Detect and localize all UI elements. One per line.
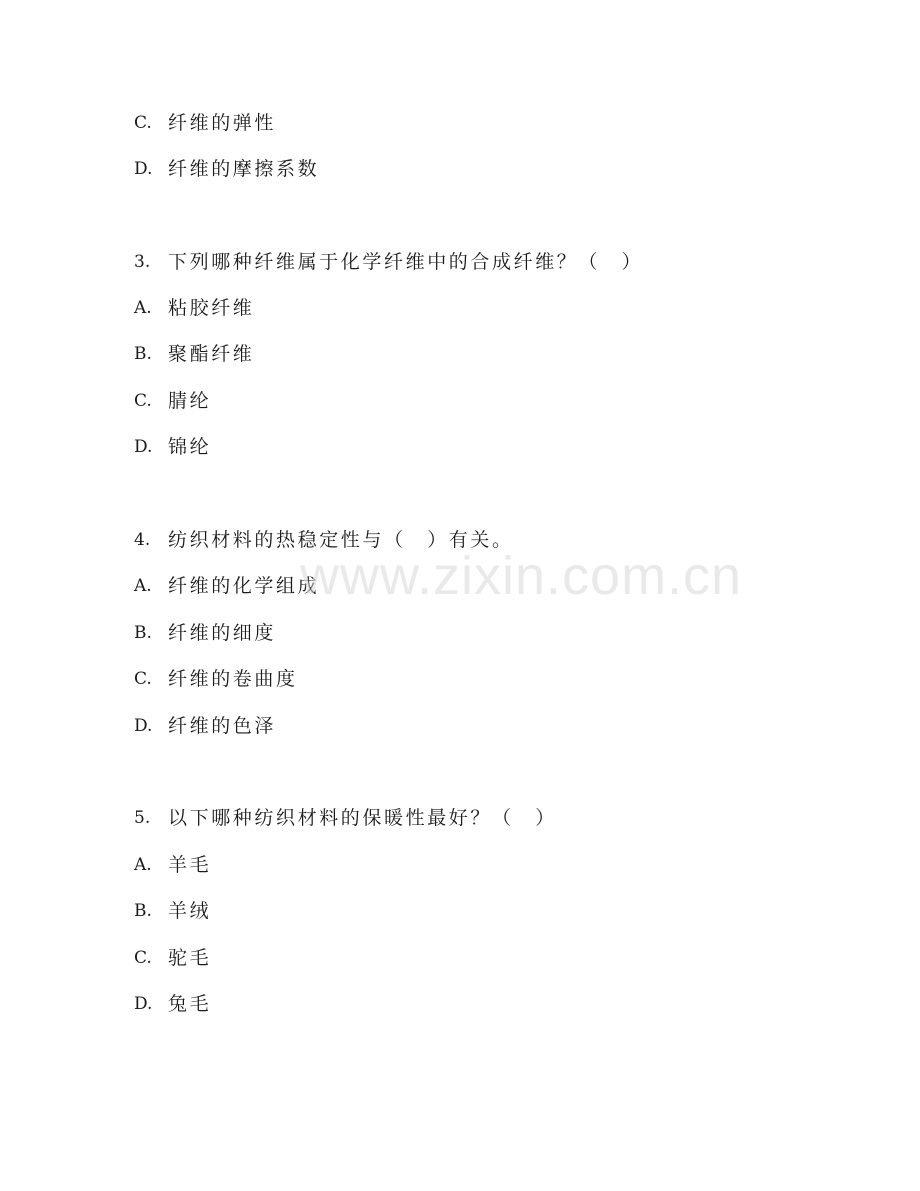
option-text: 驼毛	[168, 947, 212, 969]
option-marker: B.	[134, 344, 152, 364]
option-text: 纤维的化学组成	[168, 575, 320, 597]
option-marker: C.	[134, 113, 152, 133]
option-text: 聚酯纤维	[168, 343, 255, 365]
option-marker: D.	[134, 716, 153, 736]
option-marker: A.	[134, 855, 152, 875]
option-4b	[134, 620, 276, 646]
option-marker: D.	[134, 159, 153, 179]
option-2d	[134, 156, 319, 182]
option-marker: B.	[134, 901, 152, 921]
option-text: 羊绒	[168, 900, 212, 922]
question-number: 4.	[134, 530, 151, 550]
option-5d	[134, 991, 211, 1017]
question-5-stem	[134, 805, 557, 831]
option-text: 腈纶	[168, 390, 212, 412]
option-marker: C.	[134, 391, 152, 411]
option-marker: D.	[134, 994, 153, 1014]
question-4-stem	[134, 527, 514, 553]
option-3c	[134, 388, 211, 414]
watermark: www.zixin.com.cn	[300, 546, 743, 606]
option-text: 纤维的细度	[168, 622, 277, 644]
question-3-stem	[134, 249, 643, 275]
option-2c	[134, 110, 276, 136]
question-text: 下列哪种纤维属于化学纤维中的合成纤维？（ ）	[168, 251, 644, 273]
option-text: 纤维的摩擦系数	[168, 158, 320, 180]
option-3d	[134, 434, 211, 460]
option-marker: A.	[134, 576, 152, 596]
option-5c	[134, 945, 211, 971]
option-text: 粘胶纤维	[168, 297, 255, 319]
question-number: 5.	[134, 808, 151, 828]
option-text: 纤维的色泽	[168, 715, 277, 737]
option-4a	[134, 573, 319, 599]
option-4d	[134, 713, 276, 739]
option-5a	[134, 852, 211, 878]
option-4c	[134, 666, 298, 692]
option-marker: B.	[134, 623, 152, 643]
option-5b	[134, 898, 211, 924]
option-3a	[134, 295, 254, 321]
option-text: 纤维的卷曲度	[168, 668, 298, 690]
question-number: 3.	[134, 252, 151, 272]
option-marker: C.	[134, 669, 152, 689]
option-text: 羊毛	[168, 854, 212, 876]
option-text: 纤维的弹性	[168, 112, 277, 134]
option-3b	[134, 341, 254, 367]
question-text: 纺织材料的热稳定性与（ ）有关。	[168, 529, 514, 551]
question-text: 以下哪种纺织材料的保暖性最好？（ ）	[168, 807, 557, 829]
option-marker: A.	[134, 298, 152, 318]
option-marker: D.	[134, 437, 153, 457]
option-text: 锦纶	[168, 436, 212, 458]
option-text: 兔毛	[168, 993, 212, 1015]
option-marker: C.	[134, 948, 152, 968]
